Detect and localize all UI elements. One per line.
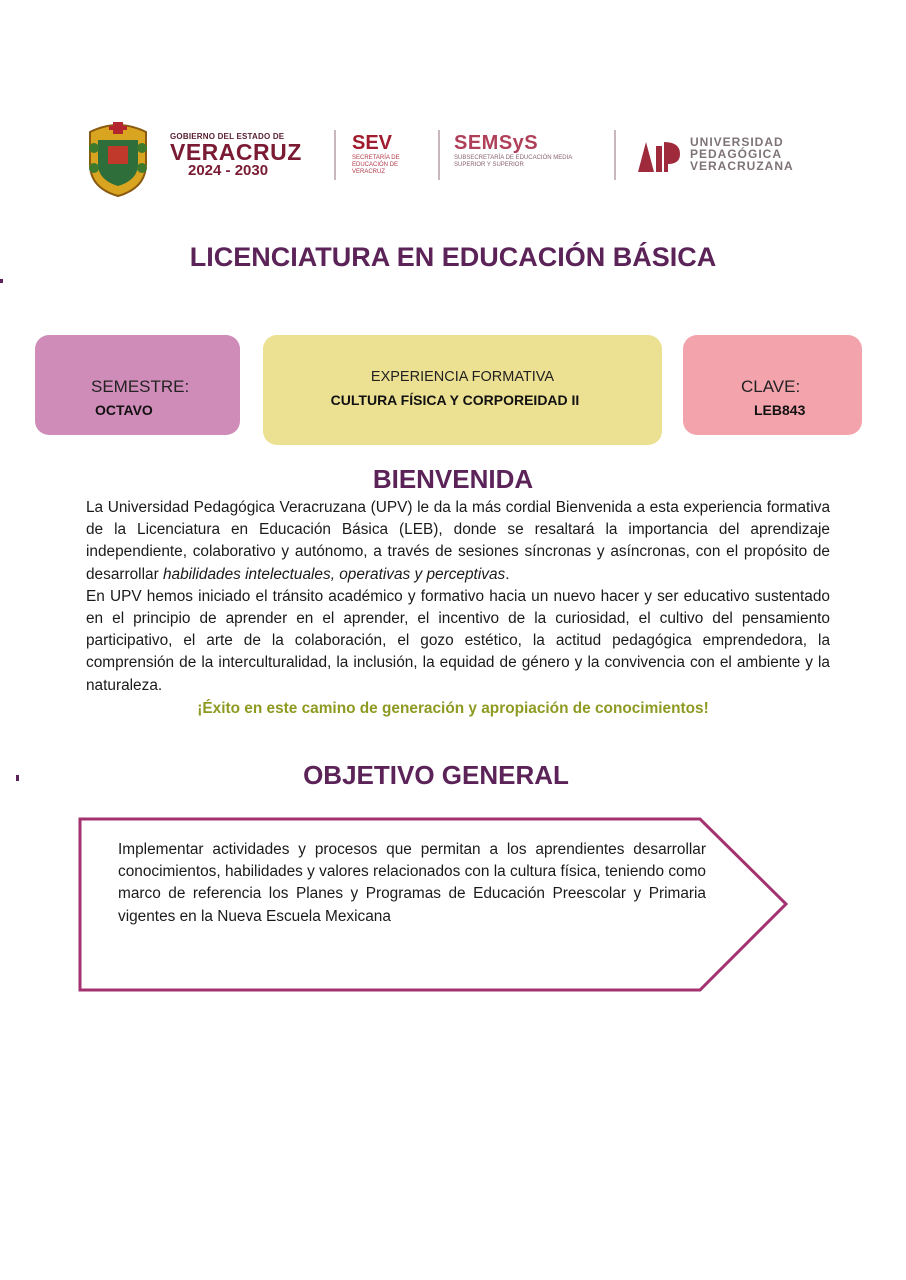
header-logos [78, 112, 818, 202]
experience-box [263, 335, 662, 445]
veracruz-coat-of-arms-icon [82, 118, 154, 198]
sev-logo [352, 132, 432, 176]
upv-emblem-icon [634, 136, 684, 174]
key-label: CLAVE: [741, 377, 801, 396]
semester-value: OCTAVO [95, 402, 153, 418]
welcome-text [86, 497, 830, 697]
key-box [683, 335, 862, 435]
gov-big-text: VERACRUZ [170, 139, 302, 165]
margin-mark [0, 279, 3, 283]
experience-label: EXPERIENCIA FORMATIVA [370, 369, 555, 385]
logo-divider [614, 130, 616, 180]
key-value: LEB843 [754, 402, 806, 418]
success-message: ¡Éxito en este camino de generación y apropiación de conocimientos! [197, 700, 709, 717]
logo-divider [438, 130, 440, 180]
welcome-p1-italic: habilidades intelectuales, operativas y perceptivas [162, 565, 506, 583]
welcome-p1-end: . [505, 565, 510, 583]
welcome-heading: BIENVENIDA [372, 464, 534, 494]
logo-divider [334, 130, 336, 180]
page-title: LICENCIATURA EN EDUCACIÓN BÁSICA [189, 242, 717, 272]
welcome-p1-start: La Universidad Pedagógica Veracruzana (UPV) le da la más cordial Bienvenida a esta experiencia formativa de la Licenciatura en Educación Básica (LEB), donde se resaltará la importancia del aprendizaje independiente, colaborativo y autónomo, a través de sesiones síncronas y asíncronas, con el propósito de desarrollar [86, 499, 830, 583]
objective-text: Implementar actividades y procesos que permitan a los aprendientes desarrollar conocimientos, habilidades y valores relacionados con la cultura física, teniendo como marco de referencia los Planes y Programas de Educación Preescolar y Primaria vigentes en la Nueva Escuela Mexicana [118, 841, 706, 925]
gobierno-veracruz-logo [170, 132, 320, 179]
upv-line-1: UNIVERSIDAD [690, 135, 784, 149]
semester-label: SEMESTRE: [91, 377, 190, 396]
gov-years-text: 2024 - 2030 [188, 162, 269, 179]
upv-line-2: PEDAGÓGICA [690, 147, 783, 161]
semsys-logo [454, 132, 604, 169]
experience-value: CULTURA FÍSICA Y CORPOREIDAD II [330, 392, 580, 408]
objective-heading: OBJETIVO GENERAL [303, 760, 569, 790]
welcome-paragraph-2: En UPV hemos iniciado el tránsito académico y formativo hacia un nuevo hacer y ser educativo sustentado en el principio de aprender en el aprender, el incentivo de la curiosidad, el cultivo del pensamiento participativo, el arte de la colaboración, el gozo estético, la actitud pedagógica emprendedora, la comprensión de la interculturalidad, la inclusión, la equidad de género y la convivencia con el ambiente y la naturaleza. [86, 587, 830, 694]
upv-line-3: VERACRUZANA [690, 159, 794, 173]
sev-small-text: SECRETARÍA DE EDUCACIÓN DE VERACRUZ [352, 155, 400, 175]
upv-name [690, 136, 794, 172]
semester-box [35, 335, 240, 435]
gov-small-text: GOBIERNO DEL ESTADO DE [170, 132, 285, 141]
semsys-small-text: SUBSECRETARÍA DE EDUCACIÓN MEDIA SUPERIOR Y SUPERIOR [454, 155, 572, 168]
sev-big-text: SEV [352, 132, 393, 154]
welcome-paragraph-1 [86, 497, 830, 586]
semsys-big-text: SEMSyS [454, 132, 539, 154]
